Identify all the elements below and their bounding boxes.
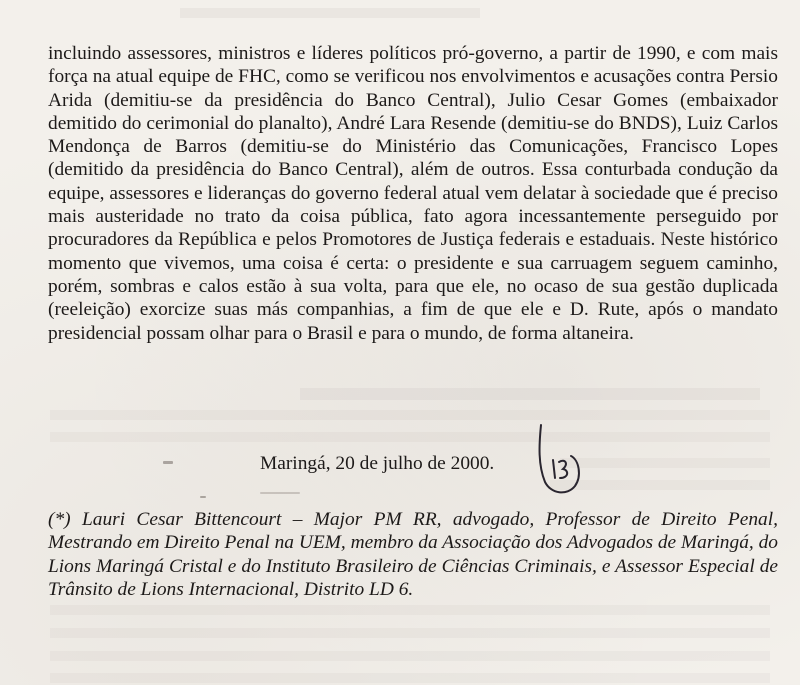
ink-speck — [200, 496, 206, 498]
bleed-through-shadow — [50, 410, 770, 420]
date-line: Maringá, 20 de julho de 2000. — [260, 453, 495, 474]
bleed-through-shadow — [50, 628, 770, 638]
bleed-through-shadow — [300, 388, 760, 400]
bleed-through-shadow — [560, 458, 770, 468]
bleed-through-shadow — [50, 432, 770, 442]
ink-speck — [163, 461, 173, 464]
ink-speck — [260, 492, 300, 494]
handwritten-page-number — [535, 420, 585, 500]
bleed-through-shadow — [50, 651, 770, 661]
bleed-through-shadow — [50, 605, 770, 615]
body-paragraph: incluindo assessores, ministros e líderes políticos pró-governo, a partir de 1990, e com mais força na atual equipe de FHC, como se verificou nos envolvimentos e acusações contra Persio Arida (demitiu-se da presidência do Banco Central), Julio Cesar Gomes (embaixador demitido do cerimonial do planalto), André Lara Resende (demitiu-se do BNDS), Luiz Carlos Mendonça de Barros (demitiu-se do Ministério das Comunicações, Francisco Lopes (demitido da presidência do Banco Central), além de outros. Essa conturbada condução da equipe, assessores e lideranças do governo federal atual vem delatar à sociedade que é preciso mais austeridade no trato da coisa pública, fato agora incessantemente perseguido por procuradores da República e pelos Promotores de Justiça federais e estaduais. Neste histórico momento que vivemos, uma coisa é certa: o presidente e sua carruagem seguem caminho, porém, sombras e calos estão à sua volta, para que ele, no ocaso de sua gestão duplicada (reeleição) exorcize suas más companhias, a fim de que ele e D. Rute, após o mandato presidencial possam olhar para o Brasil e para o mundo, de forma altaneira. — [48, 43, 778, 344]
bleed-through-shadow — [50, 673, 770, 683]
bleed-through-shadow — [180, 8, 480, 18]
author-footnote: (*) Lauri Cesar Bittencourt – Major PM RR, advogado, Professor de Direito Penal, Mestrando em Direito Penal na UEM, membro da Associação dos Advogados de Maringá, do Lions Maringá Cristal e do Instituto Brasileiro de Ciências Criminais, e Assessor Especial de Trânsito de Lions Internacional, Distrito LD 6. — [48, 509, 778, 600]
